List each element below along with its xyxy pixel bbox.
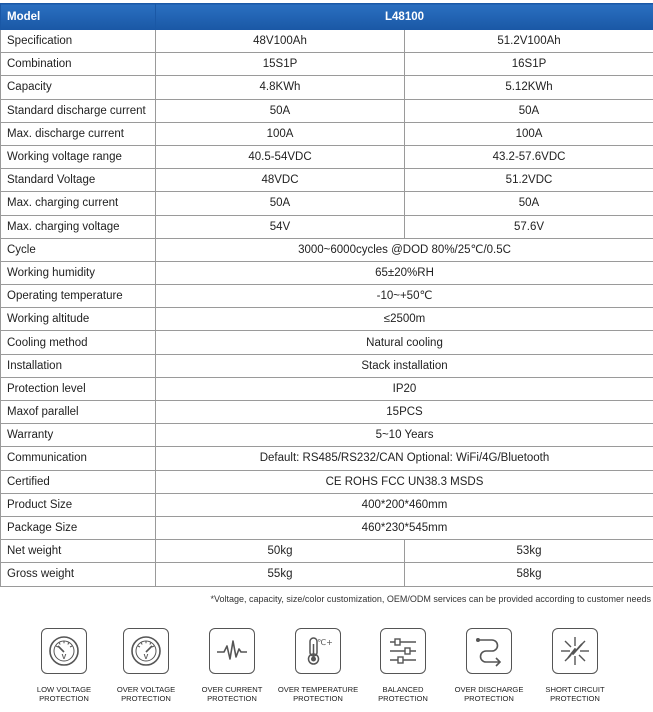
table-row <box>1 331 653 354</box>
protection-label-line2: PROTECTION <box>293 694 343 703</box>
protection-label-line2: PROTECTION <box>121 694 171 703</box>
spec-label: Capacity <box>1 76 156 99</box>
protection-label-line2: PROTECTION <box>464 694 514 703</box>
table-row <box>1 563 653 586</box>
protection-item <box>190 628 274 703</box>
spec-label: Standard discharge current <box>1 99 156 122</box>
spec-label: Net weight <box>1 540 156 563</box>
protection-item <box>22 628 106 703</box>
table-row <box>1 470 653 493</box>
protection-item <box>104 628 188 703</box>
spec-label: Max. charging current <box>1 192 156 215</box>
protection-label-line2: PROTECTION <box>207 694 257 703</box>
protection-label-line1: OVER DISCHARGE <box>454 685 524 694</box>
spec-value: 50kg <box>156 540 405 563</box>
table-row <box>1 215 653 238</box>
spec-value: 50A <box>405 99 653 122</box>
table-row <box>1 424 653 447</box>
spec-value: ≤2500m <box>156 308 653 331</box>
protection-item <box>361 628 445 703</box>
table-row <box>1 261 653 284</box>
protection-label-line1: OVER TEMPERATURE <box>277 685 359 694</box>
table-row <box>1 377 653 400</box>
protection-label-line1: LOW VOLTAGE <box>36 685 92 694</box>
spec-value: 50A <box>405 192 653 215</box>
spec-value: Default: RS485/RS232/CAN Optional: WiFi/4G/Bluetooth <box>156 447 653 470</box>
spec-label: Working humidity <box>1 261 156 284</box>
table-row <box>1 540 653 563</box>
protection-label-line1: OVER VOLTAGE <box>116 685 176 694</box>
spec-label: Cycle <box>1 238 156 261</box>
spec-value: Natural cooling <box>156 331 653 354</box>
table-row <box>1 99 653 122</box>
spec-label: Operating temperature <box>1 285 156 308</box>
table-row <box>1 30 653 53</box>
spec-label: Maxof parallel <box>1 401 156 424</box>
spec-label: Cooling method <box>1 331 156 354</box>
spec-value: Stack installation <box>156 354 653 377</box>
protection-label-line2: PROTECTION <box>378 694 428 703</box>
spec-value: 4.8KWh <box>156 76 405 99</box>
spec-value: 100A <box>156 122 405 145</box>
table-row <box>1 308 653 331</box>
table-row <box>1 354 653 377</box>
table-row <box>1 447 653 470</box>
table-row <box>1 122 653 145</box>
spec-value: 51.2V100Ah <box>405 30 653 53</box>
spec-value: 48VDC <box>156 169 405 192</box>
spec-value: 50A <box>156 99 405 122</box>
spec-label: Working voltage range <box>1 145 156 168</box>
table-row <box>1 285 653 308</box>
protection-icons <box>0 628 653 712</box>
spec-value: IP20 <box>156 377 653 400</box>
spec-label: Installation <box>1 354 156 377</box>
spec-value: 3000~6000cycles @DOD 80%/25℃/0.5C <box>156 238 653 261</box>
table-row <box>1 192 653 215</box>
customization-note: *Voltage, capacity, size/color customization, OEM/ODM services can be provided according to customer needs <box>210 594 651 604</box>
short-circuit-icon <box>552 628 598 674</box>
spec-label: Package Size <box>1 516 156 539</box>
protection-label-line1: SHORT CIRCUIT <box>545 685 605 694</box>
spec-label: Standard Voltage <box>1 169 156 192</box>
spec-value: 5~10 Years <box>156 424 653 447</box>
spec-value: CE ROHS FCC UN38.3 MSDS <box>156 470 653 493</box>
spec-value: 55kg <box>156 563 405 586</box>
spec-label: Max. discharge current <box>1 122 156 145</box>
spec-table <box>0 3 653 587</box>
protection-item <box>533 628 617 703</box>
voltage-glyph: V <box>61 654 67 661</box>
spec-value: 53kg <box>405 540 653 563</box>
table-row <box>1 493 653 516</box>
spec-value: 460*230*545mm <box>156 516 653 539</box>
table-row <box>1 53 653 76</box>
table-row <box>1 401 653 424</box>
protection-label-line1: OVER CURRENT <box>201 685 263 694</box>
spec-value: 65±20%RH <box>156 261 653 284</box>
spec-label: Certified <box>1 470 156 493</box>
spec-value: 16S1P <box>405 53 653 76</box>
over-current-icon <box>209 628 255 674</box>
spec-value: 43.2-57.6VDC <box>405 145 653 168</box>
spec-label: Max. charging voltage <box>1 215 156 238</box>
spec-label: Warranty <box>1 424 156 447</box>
table-row <box>1 516 653 539</box>
balanced-protection-icon <box>380 628 426 674</box>
low-voltage-icon <box>41 628 87 674</box>
spec-label: Combination <box>1 53 156 76</box>
protection-label-line2: PROTECTION <box>39 694 89 703</box>
spec-value: 15PCS <box>156 401 653 424</box>
spec-value: 48V100Ah <box>156 30 405 53</box>
temperature-glyph: ℃+ <box>317 638 333 647</box>
protection-label-line2: PROTECTION <box>550 694 600 703</box>
over-voltage-icon <box>123 628 169 674</box>
spec-value: 15S1P <box>156 53 405 76</box>
over-discharge-icon <box>466 628 512 674</box>
header-model-value: L48100 <box>156 4 653 30</box>
spec-label: Gross weight <box>1 563 156 586</box>
spec-label: Product Size <box>1 493 156 516</box>
spec-value: 58kg <box>405 563 653 586</box>
table-row <box>1 238 653 261</box>
spec-label: Communication <box>1 447 156 470</box>
spec-value: 100A <box>405 122 653 145</box>
table-row <box>1 145 653 168</box>
spec-label: Working altitude <box>1 308 156 331</box>
spec-value: 400*200*460mm <box>156 493 653 516</box>
spec-value: -10~+50℃ <box>156 285 653 308</box>
spec-value: 50A <box>156 192 405 215</box>
spec-value: 51.2VDC <box>405 169 653 192</box>
protection-item <box>447 628 531 703</box>
spec-label: Protection level <box>1 377 156 400</box>
spec-label: Specification <box>1 30 156 53</box>
protection-item <box>276 628 360 703</box>
spec-value: 5.12KWh <box>405 76 653 99</box>
header-label: Model <box>1 4 156 30</box>
voltage-glyph: V <box>143 654 149 661</box>
spec-value: 54V <box>156 215 405 238</box>
table-row <box>1 76 653 99</box>
over-temperature-icon <box>295 628 341 674</box>
table-row <box>1 169 653 192</box>
table-header-row <box>1 4 653 30</box>
spec-value: 40.5-54VDC <box>156 145 405 168</box>
protection-label-line1: BALANCED <box>382 685 424 694</box>
spec-value: 57.6V <box>405 215 653 238</box>
